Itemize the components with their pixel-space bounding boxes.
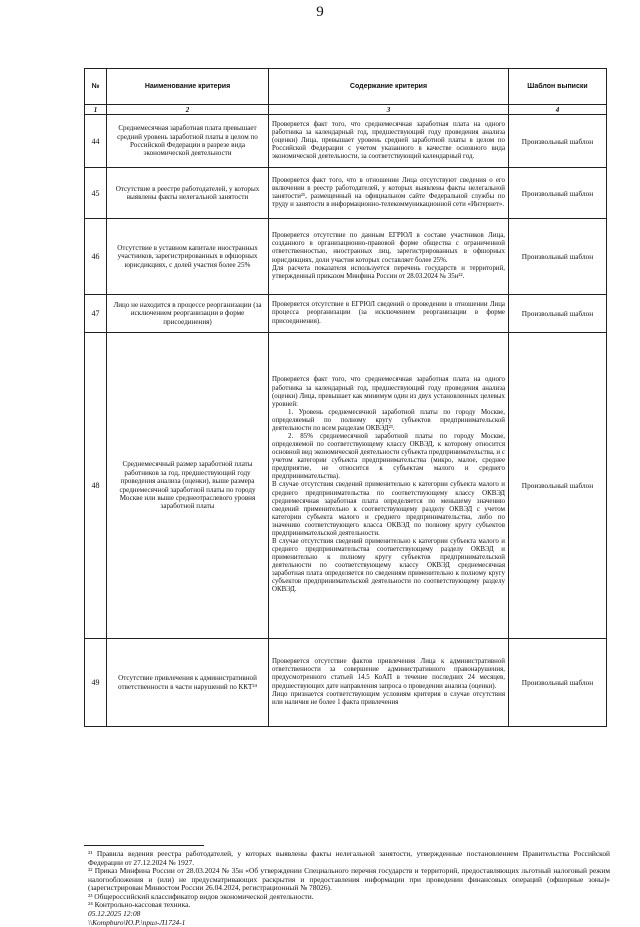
footnote: ²¹ Правила ведения реестра работодателей, у которых выявлены факты нелегальной занятости, утвержденные постановлением Правительства Российской Федерации от 27.12.2024 № 1927.: [88, 849, 610, 867]
page-number: 9: [316, 4, 324, 20]
column-index-row: [85, 105, 607, 115]
content-paragraph: Проверяется отсутствие в ЕГРЮЛ сведений о проведении в отношении Лица процесса реорганизации (за исключением реорганизации в форме присоединения).: [272, 301, 505, 325]
content-paragraph: Проверяется факт того, что среднемесячная заработная плата на одного работника за календарный год, предшествующий году проведения анализа (оценки) Лица, превышает как минимум один из двух установленных целевых уровней:: [272, 376, 505, 408]
content-paragraph: Проверяется факт того, что среднемесячная заработная плата на одного работника за календарный год, предшествующий году проведения анализа (оценки) Лица, превышает уровень средней заработной платы в целом по Российской Федерации с учетом указанного в качестве основного вида экономической деятельности, за соответствующий календарный год.: [272, 120, 505, 161]
criterion-content: [269, 115, 509, 168]
table-row: [85, 168, 607, 219]
content-paragraph: Проверяется факт того, что в отношении Лица отсутствуют сведения о его включении в реестр работодателей, у которых выявлены факты нелегальной занятости²¹, размещенный на официальном сайте Федеральной службы по труду и занятости в информационно-телекоммуникационной сети «Интернет».: [272, 176, 505, 209]
criterion-content: [269, 333, 509, 639]
criterion-content: [269, 639, 509, 727]
criterion-number: 44: [85, 115, 107, 168]
template-type: Произвольный шаблон: [509, 295, 607, 333]
template-type: Произвольный шаблон: [509, 333, 607, 639]
criterion-name: Лицо не находится в процессе реорганизации (за исключением реорганизации в форме присоединения): [107, 295, 269, 333]
table-row: [85, 333, 607, 639]
criterion-number: 49: [85, 639, 107, 727]
criterion-name: Отсутствие в уставном капитале иностранных участников, зарегистрированных в офшорных юрисдикциях, с долей участия более 25%: [107, 219, 269, 295]
column-index: 2: [107, 105, 269, 115]
table-row: [85, 639, 607, 727]
criterion-number: 46: [85, 219, 107, 295]
footnote: ²³ Общероссийский классификатор видов экономической деятельности.: [88, 891, 314, 901]
column-index: 3: [269, 105, 509, 115]
criterion-name: Отсутствие в реестре работодателей, у которых выявлены факты нелегальной занятости: [107, 168, 269, 219]
header-num: №: [85, 69, 107, 105]
content-paragraph: Проверяется отсутствие фактов привлечения Лица к административной ответственности за совершение административного правонарушения, предусмотренного статьей 14.5 КоАП в течение последних 24 месяцев, предшествующих дате направления запроса о проведении анализа (оценки).: [272, 658, 505, 690]
file-path-stamp: \\Kompburo\Ю.Р.\прил-Л1724-1: [88, 917, 186, 927]
template-type: Произвольный шаблон: [509, 115, 607, 168]
template-type: Произвольный шаблон: [509, 639, 607, 727]
criterion-content: [269, 295, 509, 333]
content-paragraph: Для расчета показателя используется перечень государств и территорий, утвержденный приказом Минфина России от 28.03.2024 № 35н²².: [272, 264, 505, 280]
template-type: Произвольный шаблон: [509, 219, 607, 295]
content-paragraph: 2. 85% среднемесячной заработной платы по городу Москве, определяемой по соответствующему классу ОКВЭД, к которому относится основной вид экономической деятельности субъекта предпринимательства, и с учетом категории субъекта предпринимательства (микро, малое, среднее предприятие, не относится к субъектам малого и среднего предпринимательства).: [272, 432, 505, 481]
print-date-stamp: 05.12.2025 12:08: [88, 909, 141, 919]
header-template: Шаблон выписки: [509, 69, 607, 105]
footnote: ²² Приказ Минфина России от 28.03.2024 № 35н «Об утверждении Специального перечня государств и территорий, предоставляющих льготный налоговый режим налогообложения и (или) не предусматривающих раскрытия и предоставления информации при проведении финансовых операций (офшорные зоны)» (зарегистрирован Минюстом России 26.04.2024, регистрационный № 78026).: [88, 866, 610, 893]
footnote: ²⁴ Контрольно-кассовая техника.: [88, 900, 191, 910]
footnotes: [88, 850, 610, 927]
criterion-name: Среднемесячная заработная плата превышает средний уровень заработной платы в целом по Российской Федерации в разрезе вида экономической деятельности: [107, 115, 269, 168]
criterion-number: 48: [85, 333, 107, 639]
table-row: [85, 219, 607, 295]
content-paragraph: 1. Уровень среднемесячной заработной платы по городу Москве, определяемый по полному кругу субъектов предпринимательской деятельности по всем разделам ОКВЭД²³.: [272, 408, 505, 432]
header-content: Содержание критерия: [269, 69, 509, 105]
table-row: [85, 295, 607, 333]
criteria-table: [84, 68, 607, 727]
column-index: 4: [509, 105, 607, 115]
table-row: [85, 115, 607, 168]
content-paragraph: В случае отсутствия сведений применительно к категории субъекта малого и среднего предпринимательства соответствующему разделу ОКВЭД и применительно к полному кругу субъектов предпринимательской деятельности по соответствующему классу ОКВЭД среднемесячная заработная плата определяется по сведениям применительно к полному кругу субъектов предпринимательской деятельности по соответствующему разделу ОКВЭД.: [272, 538, 505, 594]
footnote-separator: [84, 845, 204, 846]
criterion-content: [269, 168, 509, 219]
template-type: Произвольный шаблон: [509, 168, 607, 219]
content-paragraph: В случае отсутствия сведений применительно к категории субъекта малого и среднего предпринимательства по соответствующему классу ОКВЭД среднемесячная заработная плата определяется по меньшему значению сведений применительно к соответствующему разделу ОКВЭД с учетом категории субъекта малого и среднего предпринимательства, либо по значению соответствующего класса ОКВЭД по полному кругу субъектов предпринимательской деятельности.: [272, 481, 505, 537]
content-paragraph: Лицо признается соответствующим условиям критерия в случае отсутствия или наличия не более 1 факта привлечения: [272, 690, 505, 706]
column-index: 1: [85, 105, 107, 115]
criterion-number: 47: [85, 295, 107, 333]
header-name: Наименование критерия: [107, 69, 269, 105]
content-paragraph: Проверяется отсутствие по данным ЕГРЮЛ в составе участников Лица, созданного в организационно-правовой форме общества с ограниченной ответственностью, иностранных лиц, зарегистрированных в офшорных юрисдикциях, доли участия которых составляет более 25%.: [272, 232, 505, 264]
table-header-row: [85, 69, 607, 105]
criterion-name: Отсутствие привлечения к административной ответственности в части нарушений по ККТ²⁴: [107, 639, 269, 727]
criterion-name: Среднемесячный размер заработной платы работников за год, предшествующий году проведения анализа (оценки), выше размера среднемесячной заработной платы по городу Москве или выше среднеотраслевого уровня заработной платы: [107, 333, 269, 639]
criterion-number: 45: [85, 168, 107, 219]
criterion-content: [269, 219, 509, 295]
